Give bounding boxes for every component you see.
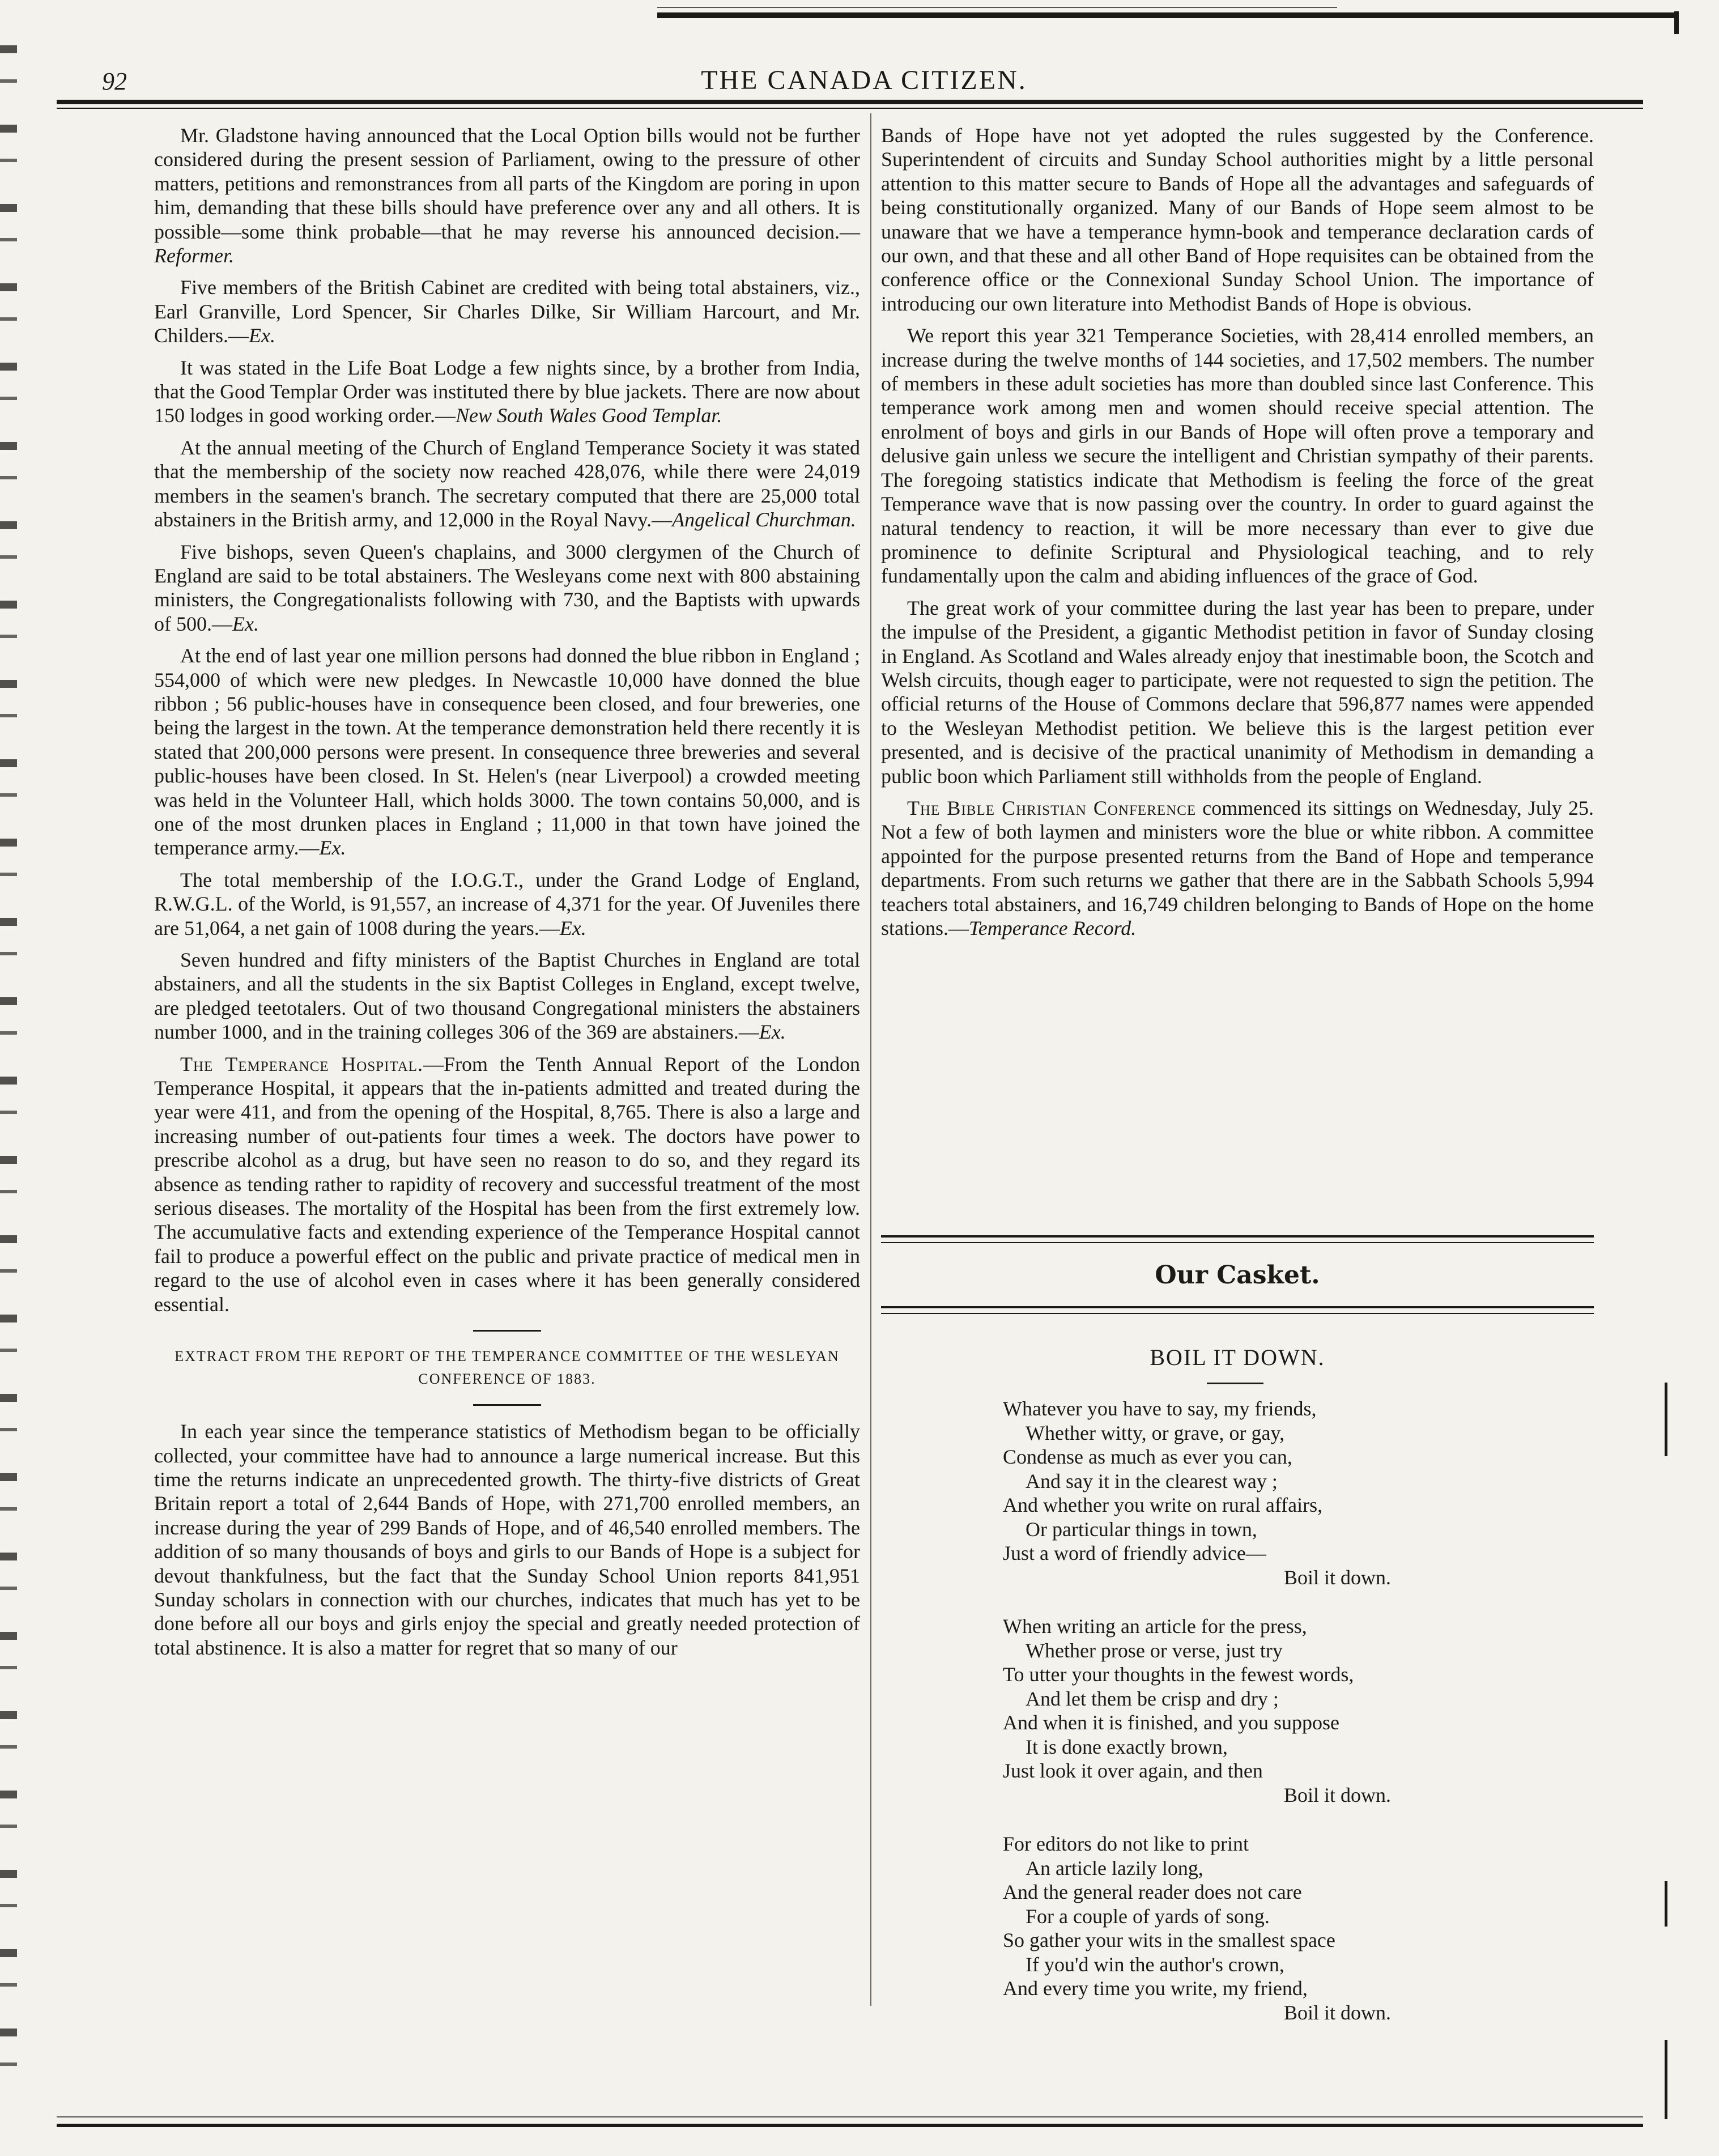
article-heading: The Temperance Hospital. [180,1052,424,1075]
article-source: Ex. [319,836,346,860]
article-bands-of-hope-continued [881,124,1594,316]
poem-refrain: Boil it down. [1284,1783,1392,1806]
article-text: commenced its sittings on Wednesday, July 25. Not a few of both laymen and ministers wore the blue or white ribbon. A committee appointed for the purpose presented returns from the Band of Hope and temperance departments. From such returns we gather that there are in the Sabbath Schools 5,994 teachers total abstainers, and 16,749 children belonging to Bands of Hope on the home stations.— [881,796,1594,939]
poem-line: And when it is finished, and you suppose [1003,1711,1339,1734]
article-text: Mr. Gladstone having announced that the Local Option bills would not be further considered during the present session of Parliament, owing to the pressure of other matters, petitions and remonstrances from all parts of the Kingdom are poring in upon him, demanding that these bills should have preference over any and all others. It is possible—some think probable—that he may reverse his announced decision.— [154,124,860,243]
article-source: Reformer. [154,244,234,267]
section-rule-bottom-thin [881,1313,1594,1314]
article-text: The great work of your committee during the last year has been to prepare, under the impulse of the President, a gigantic Methodist petition in favor of Sunday closing in England. As Scotland and Wales already enjoy that inestimable boon, the Scotch and Welsh circuits, though eager to participate, were not requested to sign the petition. The official returns of the House of Commons declare that 596,877 names were appended to the Wesleyan Methodist petition. We believe this is the largest petition ever presented, and is decisive of the practical unanimity of Methodism in demanding a public boon which Parliament still withholds from the people of England. [881,596,1594,788]
poem-title: BOIL IT DOWN. [1150,1345,1325,1370]
poem-refrain: Boil it down. [1284,2001,1392,2024]
footer-rule [57,2124,1643,2127]
page-number: 92 [102,67,127,95]
article-iogt-membership [154,868,860,940]
section-rule-top-thin [881,1242,1594,1243]
poem-stanza [1003,1614,1513,1807]
left-binding-edge [0,45,17,2074]
margin-mark [1665,1881,1667,1927]
article-church-of-england [154,436,860,532]
poem-title-rule [1207,1383,1263,1384]
header-rule [57,100,1643,104]
poem-line: When writing an article for the press, [1003,1615,1307,1638]
poem-line: Or particular things in town, [1026,1517,1257,1541]
poem-line: For a couple of yards of song. [1026,1904,1270,1928]
poem-line: So gather your wits in the smallest space [1003,1929,1335,1951]
section-rule [473,1330,541,1332]
article-text: Five members of the British Cabinet are credited with being total abstainers, viz., Earl Granville, Lord Spencer, Sir Charles Dilke, Sir William Harcourt, and Mr. Childers.— [154,276,860,347]
article-source: New South Wales Good Templar. [455,404,722,427]
article-text: Five bishops, seven Queen's chaplains, and 3000 clergymen of the Church of England are said to be total abstainers. The Wesleyans come next with 800 abstaining ministers, the Congregationalists following with 730, and the Baptists with upwards of 500.— [154,540,860,635]
column-divider [870,113,871,2006]
section-rule-bottom [881,1306,1594,1308]
poem-line: If you'd win the author's crown, [1026,1953,1284,1976]
poem-line: Just a word of friendly advice— [1003,1542,1266,1564]
article-bible-christian-conference [881,796,1594,940]
header-rule-thin [57,108,1643,109]
poem-line: Whatever you have to say, my friends, [1003,1397,1317,1420]
poem-line: For editors do not like to print [1003,1832,1249,1855]
article-heading: The Bible Christian Conference [907,796,1197,819]
article-source: Ex. [232,612,259,635]
poem-line: And every time you write, my friend, [1003,1977,1308,2000]
article-text: At the end of last year one million persons had donned the blue ribbon in England ; 554,000 of which were new pledges. In Newcastle 10,000 have donned the blue ribbon ; 56 public-houses have in consequence been closed, and four breweries, one being the largest in the town. At the temperance demonstration held there recently it is stated that 200,000 persons were present. In consequence three breweries and several public-houses have been closed. In St. Helen's (near Liverpool) a crowded meeting was held in the Volunteer Hall, which holds 3000. The town contains 50,000, and is one of the most drunken places in England ; 11,000 in that town have joined the temperance army.— [154,644,860,860]
article-text: —From the Tenth Annual Report of the London Temperance Hospital, it appears that the in-patients admitted and treated during the year were 411, and from the opening of the Hospital, 8,765. There is also a large and increasing number of out-patients four times a week. The doctors have power to prescribe alcohol as a drug, but have seen no reason to do so, and they regard its absence as tending rather to rapidity of recovery and successful treatment of the most serious diseases. The mortality of the Hospital has been from the first extremely low. The accumulative facts and extending experience of the Temperance Hospital cannot fail to produce a powerful effect on the public and private practice of medical men in regard to the use of alcohol even in cases where it has been generally considered essential. [154,1052,860,1316]
article-wesleyan-report [154,1419,860,1660]
article-temperance-hospital [154,1052,860,1316]
poem-line: Whether prose or verse, just try [1026,1639,1283,1662]
article-local-option [154,124,860,267]
section-rule-top [881,1235,1594,1238]
article-sunday-closing-petition [881,596,1594,788]
left-column [154,124,860,1668]
poem-line: And let them be crisp and dry ; [1026,1687,1279,1710]
poem-line: And say it in the clearest way ; [1026,1469,1278,1492]
article-source: Temperance Record. [969,917,1137,939]
article-text: It was stated in the Life Boat Lodge a few nights since, by a brother from India, that the Good Templar Order was instituted there by blue jackets. There are now about 150 lodges in good working order.— [154,356,860,427]
footer-rule-thin [57,2116,1643,2117]
poem-line: Condense as much as ever you can, [1003,1445,1292,1468]
article-life-boat-lodge [154,356,860,428]
section-title: Our Casket. [1155,1261,1320,1290]
article-text: At the annual meeting of the Church of England Temperance Society it was stated that the membership of the society now reached 428,076, while there were 24,019 members in the seamen's branch. The secretary computed that there are 25,000 total abstainers in the British army, and 12,000 in the Royal Navy.— [154,436,860,531]
poem-line: And whether you write on rural affairs, [1003,1494,1323,1516]
article-blue-ribbon [154,644,860,860]
margin-mark [1665,1383,1667,1456]
poem-line: An article lazily long, [1026,1856,1203,1879]
article-bishops [154,540,860,636]
poem-line: To utter your thoughts in the fewest words, [1003,1663,1354,1686]
poem-line: It is done exactly brown, [1026,1735,1228,1758]
masthead-title: THE CANADA CITIZEN. [701,65,1027,95]
article-temperance-societies [881,324,1594,588]
extract-heading: EXTRACT FROM THE REPORT OF THE TEMPERANCE COMMITTEE OF THE WESLEYAN CONFERENCE OF 1883. [175,1348,840,1388]
margin-mark [1665,2040,1667,2119]
article-text: The total membership of the I.O.G.T., under the Grand Lodge of England, R.W.G.L. of the World, is 91,557, an increase of 4,371 for the year. Of Juveniles there are 51,064, a net gain of 1008 during the years.— [154,868,860,939]
poem-stanza [1003,1397,1513,1589]
top-edge-rule [657,12,1677,18]
article-source: Ex. [249,324,275,347]
article-text: Seven hundred and fifty ministers of the Baptist Churches in England are total abstainers, and all the students in the six Baptist Colleges in England, except twelve, are pledged teetotalers. Out of two thousand Congregational ministers the abstainers number 1000, and in the training colleges 306 of the 369 are abstainers.— [154,949,860,1044]
article-baptist-ministers [154,948,860,1044]
top-edge-rule-thin [657,7,1337,8]
article-british-cabinet [154,275,860,347]
article-text: In each year since the temperance statistics of Methodism began to be officially collected, your committee have had to announce a large numerical increase. But this time the returns indicate an unprecedented growth. The thirty-five districts of Great Britain report a total of 2,644 Bands of Hope, with 271,700 enrolled members, an increase during the year of 299 Bands of Hope, and of 46,540 enrolled members. The addition of so many thousands of boys and girls to our Bands of Hope is a subject for devout thankfulness, but the fact that the Sunday School Union reports 841,951 Sunday scholars in connection with our churches, indicates that much has yet to be done before all our boys and girls enjoy the special and greatly needed protection of total abstinence. It is also a matter for regret that so many of our [154,1420,860,1659]
article-source: Ex. [759,1020,786,1044]
section-rule [473,1404,541,1406]
right-column [881,124,1594,948]
article-source: Ex. [559,916,586,939]
article-source: Angelical Churchman. [672,508,856,531]
article-text: Bands of Hope have not yet adopted the rules suggested by the Conference. Superintendent of circuits and Sunday School authorities might by a little personal attention to this matter secure to Bands of Hope all the advantages and safeguards of being constitutionally organized. Many of our Bands of Hope seem almost to be unaware that we have a temperance hymn-book and temperance declaration cards of our own, and that these and all other Band of Hope requisites can be obtained from the conference office or the Connexional Sunday School Union. The importance of introducing our own literature into Methodist Bands of Hope is obvious. [881,124,1594,315]
poem-stanza [1003,1832,1513,2025]
article-text: We report this year 321 Temperance Societies, with 28,414 enrolled members, an increase during the twelve months of 144 societies, and 17,502 members. The number of members in these adult societies has more than doubled since last Conference. This temperance work among men and women should receive special attention. The enrolment of boys and girls in our Bands of Hope will often prove a temporary and delusive gain unless we secure the intelligent and Christian sympathy of their parents. The foregoing statistics indicate that Methodism is feeling the force of the great Temperance wave that is now passing over the country. In order to guard against the natural tendency to reaction, it will be more necessary than ever to give due prominence to definite Scriptural and Physiological teaching, and to rely fundamentally upon the calm and abiding influences of the grace of God. [881,324,1594,588]
poem [1003,1397,1513,2049]
top-right-edge-mark [1674,11,1679,34]
poem-refrain: Boil it down. [1284,1566,1392,1589]
poem-line: Whether witty, or grave, or gay, [1026,1421,1285,1444]
poem-line: And the general reader does not care [1003,1881,1302,1903]
poem-line: Just look it over again, and then [1003,1759,1263,1782]
